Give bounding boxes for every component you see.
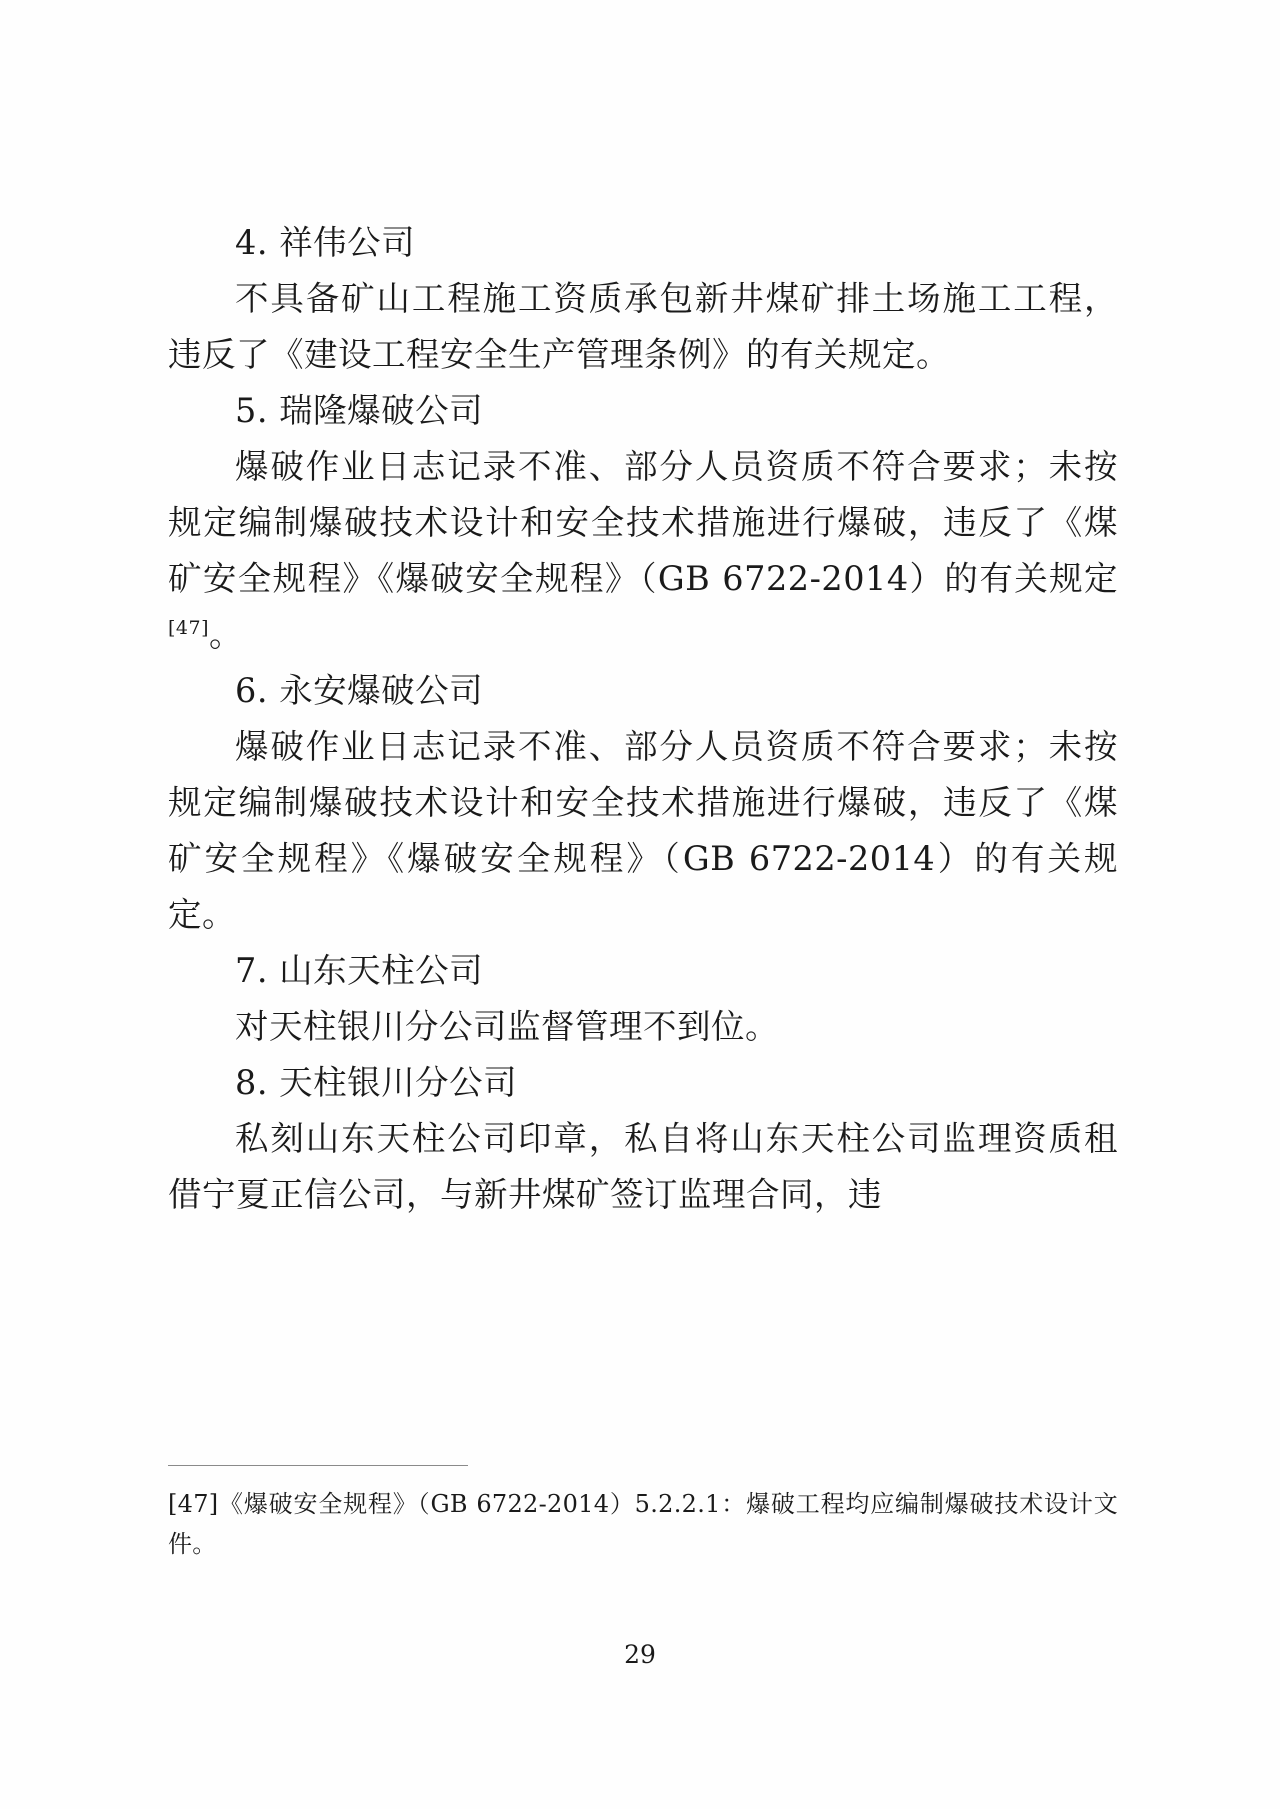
heading-item-5: 5. 瑞隆爆破公司 xyxy=(235,391,484,430)
heading-item-7: 7. 山东天柱公司 xyxy=(235,951,484,990)
footnote-area xyxy=(168,1465,1118,1564)
document-body xyxy=(168,215,1118,1223)
footnote-separator xyxy=(168,1465,468,1466)
heading-item-4: 4. 祥伟公司 xyxy=(235,223,416,262)
paragraph-item-4: 不具备矿山工程施工资质承包新井煤矿排土场施工工程，违反了《建设工程安全生产管理条例》的有关规定。 xyxy=(168,279,1118,374)
footnote-ref-47[interactable]: [47] xyxy=(168,616,210,639)
paragraph-item-5-tail: 。 xyxy=(209,615,244,654)
page-number: 29 xyxy=(624,1640,656,1669)
paragraph-item-6: 爆破作业日志记录不准、部分人员资质不符合要求；未按规定编制爆破技术设计和安全技术措施进行爆破，违反了《煤矿安全规程》《爆破安全规程》（GB 6722-2014）的有关规定。 xyxy=(168,727,1118,934)
footnote-marker: [47] xyxy=(168,1490,219,1518)
paragraph-item-5-text: 爆破作业日志记录不准、部分人员资质不符合要求；未按规定编制爆破技术设计和安全技术措施进行爆破，违反了《煤矿安全规程》《爆破安全规程》（GB 6722-2014）的有关规定 xyxy=(168,447,1118,598)
footnote-47 xyxy=(168,1484,1118,1564)
paragraph-item-7: 对天柱银川分公司监督管理不到位。 xyxy=(235,1007,779,1046)
footnote-text: 《爆破安全规程》（GB 6722-2014）5.2.2.1：爆破工程均应编制爆破技术设计文件。 xyxy=(168,1490,1118,1558)
heading-item-8: 8. 天柱银川分公司 xyxy=(235,1063,518,1102)
paragraph-item-5 xyxy=(168,439,1118,663)
paragraph-item-8: 私刻山东天柱公司印章，私自将山东天柱公司监理资质租借宁夏正信公司，与新井煤矿签订监理合同，违 xyxy=(168,1119,1118,1214)
heading-item-6: 6. 永安爆破公司 xyxy=(235,671,484,710)
